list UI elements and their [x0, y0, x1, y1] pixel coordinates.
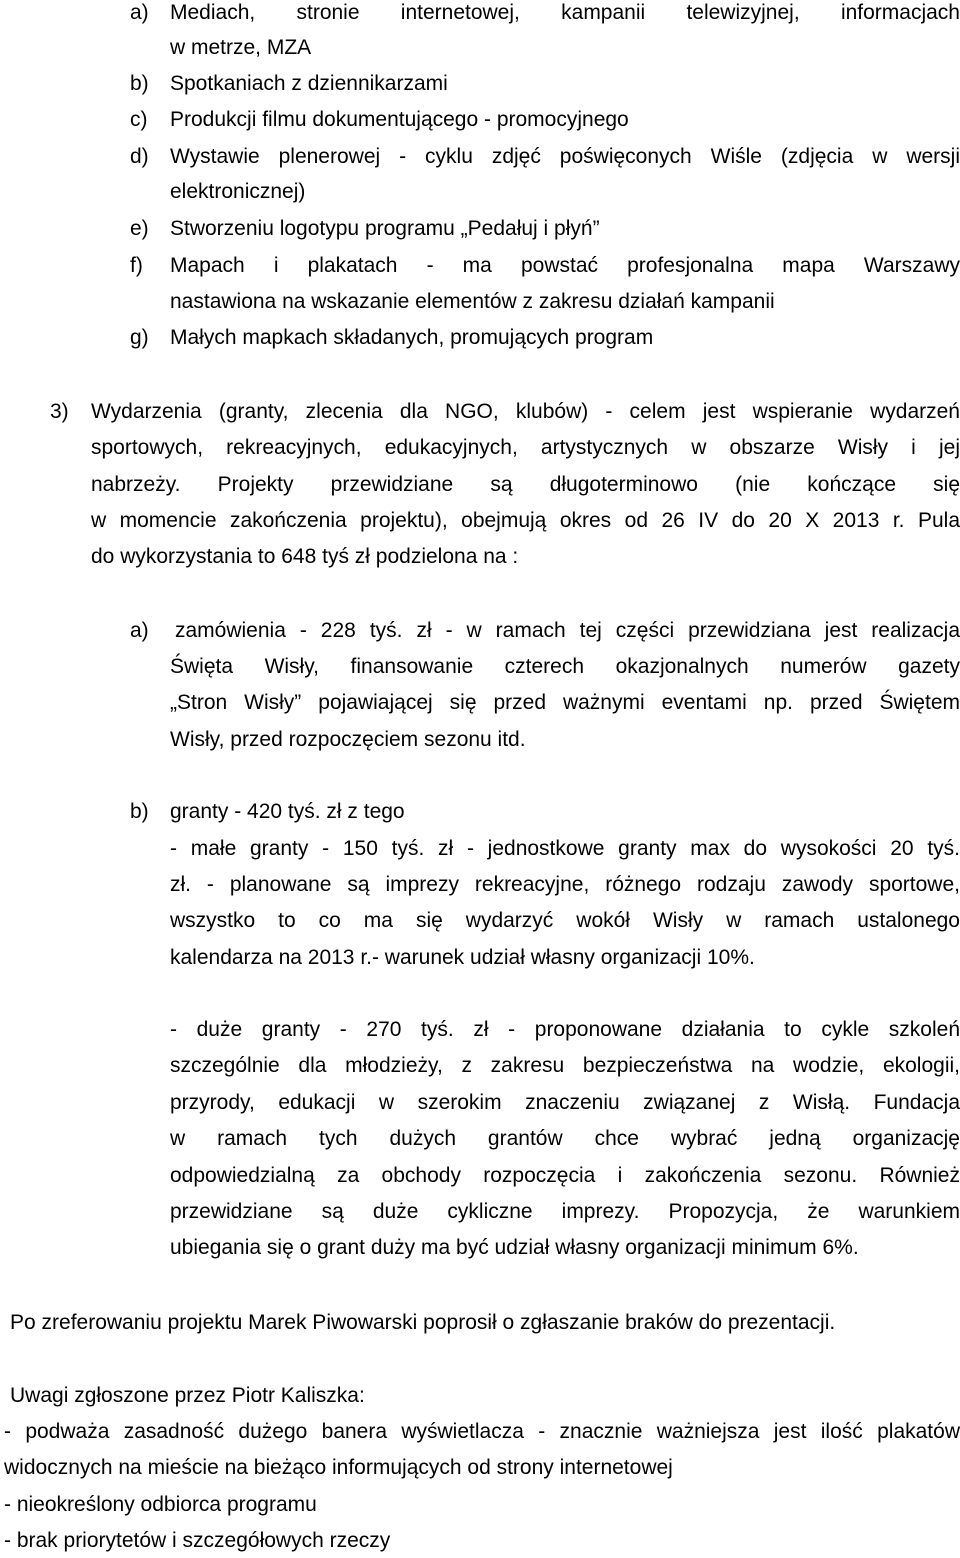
list-item-text: w metrze, MZA	[170, 36, 312, 59]
sub-item-text: „Stron Wisły” pojawiającej się przed ważnymi eventami np. przed Świętem	[170, 691, 960, 714]
sub-item-text: zł. - planowane są imprezy rekreacyjne, różnego rodzaju zawody sportowe,	[170, 873, 960, 896]
list-item-label: d)	[130, 145, 149, 168]
big-grants-text: w ramach tych dużych grantów chce wybrać jedną organizację	[170, 1127, 960, 1150]
sub-item-text: kalendarza na 2013 r.- warunek udział własny organizacji 10%.	[170, 946, 755, 969]
list-item-text: Produkcji filmu dokumentującego - promocyjnego	[170, 108, 629, 131]
list-item-label: g)	[130, 326, 149, 349]
sub-item-text: Święta Wisły, finansowanie czterech okazjonalnych numerów gazety	[170, 655, 960, 678]
section-text: nabrzeży. Projekty przewidziane są długoterminowo (nie kończące się	[91, 473, 960, 496]
sub-item-text: - małe granty - 150 tyś. zł - jednostkowe granty max do wysokości 20 tyś.	[170, 837, 960, 860]
list-item-label: a)	[130, 1, 149, 24]
section-label: 3)	[50, 400, 69, 423]
list-item-text: Mediach, stronie internetowej, kampanii telewizyjnej, informacjach	[170, 1, 960, 24]
sub-item-label: b)	[130, 800, 149, 823]
big-grants-text: - duże granty - 270 tyś. zł - proponowane działania to cykle szkoleń	[170, 1018, 960, 1041]
list-item-text: elektronicznej)	[170, 180, 306, 203]
list-item-text: Wystawie plenerowej - cyklu zdjęć poświęconych Wiśle (zdjęcia w wersji	[170, 145, 960, 168]
list-item-text: nastawiona na wskazanie elementów z zakresu działań kampanii	[170, 290, 775, 313]
sub-item-label: a)	[130, 619, 149, 642]
list-item-text: Stworzeniu logotypu programu „Pedałuj i płyń”	[170, 217, 600, 240]
big-grants-text: szczególnie dla młodzieży, z zakresu bezpieczeństwa na wodzie, ekologii,	[170, 1054, 960, 1077]
sub-item-text: wszystko to co ma się wydarzyć wokół Wisły w ramach ustalonego	[170, 909, 960, 932]
section-text: sportowych, rekreacyjnych, edukacyjnych, artystycznych w obszarze Wisły i jej	[91, 436, 960, 459]
section-text: Wydarzenia (granty, zlecenia dla NGO, klubów) - celem jest wspieranie wydarzeń	[91, 400, 960, 423]
sub-item-text: granty - 420 tyś. zł z tego	[170, 800, 405, 823]
sub-item-text: Wisły, przed rozpoczęciem sezonu itd.	[170, 728, 526, 751]
big-grants-text: przewidziane są duże cykliczne imprezy. Propozycja, że warunkiem	[170, 1200, 960, 1223]
list-item-label: c)	[130, 108, 148, 131]
paragraph-after-presentation: Po zreferowaniu projektu Marek Piwowarski poprosił o zgłaszanie braków do prezentacji.	[10, 1311, 836, 1334]
sub-item-text: zamówienia - 228 tyś. zł - w ramach tej części przewidziana jest realizacja	[175, 619, 960, 642]
list-item-label: b)	[130, 72, 149, 95]
list-item-text: Małych mapkach składanych, promujących program	[170, 326, 654, 349]
remark-line: - podważa zasadność dużego banera wyświetlacza - znacznie ważniejsza jest ilość plakatów	[4, 1420, 960, 1443]
section-text: w momencie zakończenia projektu), obejmują okres od 26 IV do 20 X 2013 r. Pula	[91, 509, 960, 532]
list-item-label: f)	[130, 254, 143, 277]
list-item-text: Spotkaniach z dziennikarzami	[170, 72, 448, 95]
big-grants-text: ubiegania się o grant duży ma być udział własny organizacji minimum 6%.	[170, 1236, 859, 1259]
section-text: do wykorzystania to 648 tyś zł podzielona na :	[91, 545, 519, 568]
remark-line: - nieokreślony odbiorca programu	[4, 1493, 317, 1516]
remarks-heading: Uwagi zgłoszone przez Piotr Kaliszka:	[10, 1384, 365, 1407]
list-item-label: e)	[130, 217, 149, 240]
big-grants-text: odpowiedzialną za obchody rozpoczęcia i zakończenia sezonu. Również	[170, 1164, 960, 1187]
remark-line: - brak priorytetów i szczegółowych rzeczy	[4, 1529, 391, 1552]
list-item-text: Mapach i plakatach - ma powstać profesjonalna mapa Warszawy	[170, 254, 960, 277]
big-grants-text: przyrody, edukacji w szerokim znaczeniu związanej z Wisłą. Fundacja	[170, 1091, 960, 1114]
remark-line: widocznych na mieście na bieżąco informujących od strony internetowej	[4, 1456, 673, 1479]
